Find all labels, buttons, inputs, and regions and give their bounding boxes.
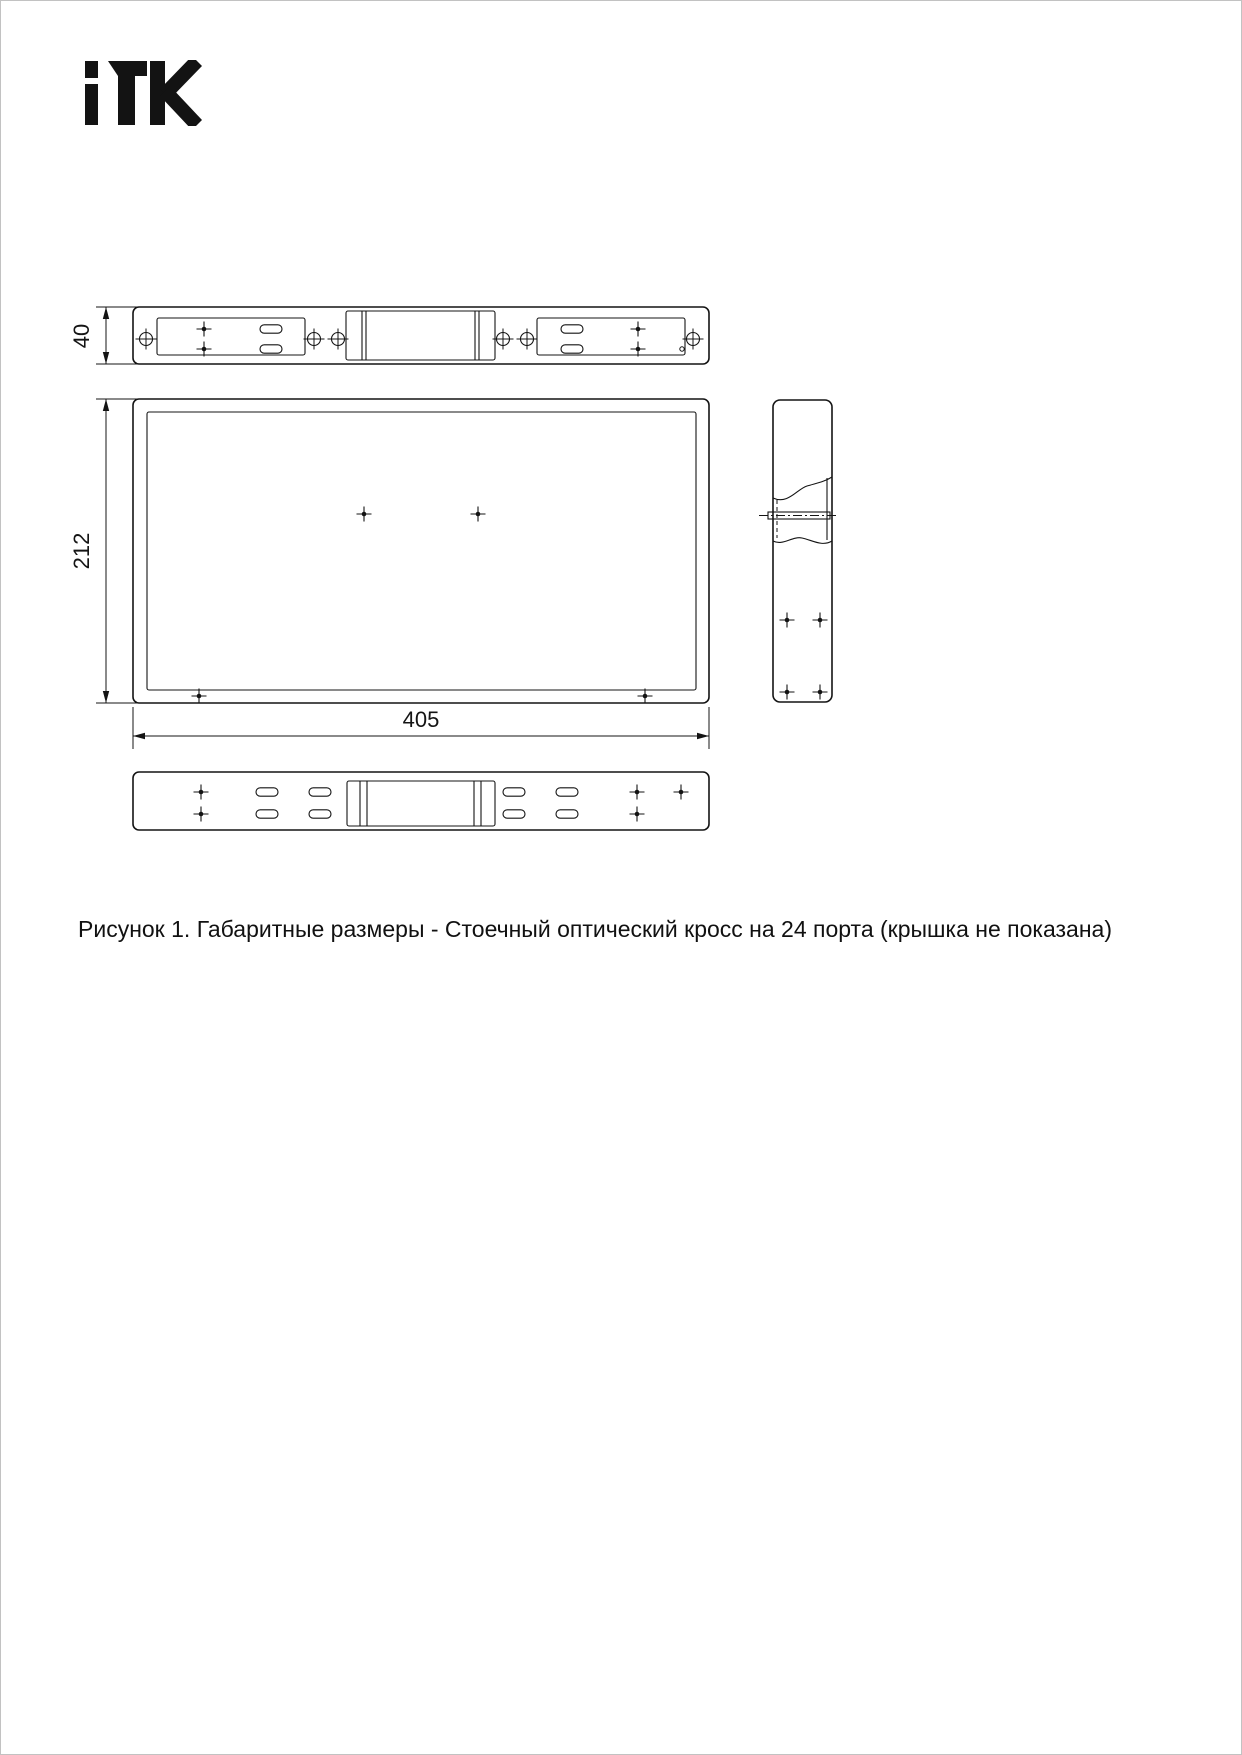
front-view-outline (133, 399, 709, 703)
slot-icon (260, 325, 282, 333)
front-view-inner-tray (147, 412, 696, 690)
center-mark-icon (631, 342, 646, 357)
screw-hole-icon (328, 329, 349, 350)
cable-entry-ribs (362, 311, 479, 360)
pilot-hole (680, 347, 684, 351)
dim-depth-40 (69, 307, 140, 364)
break-line-upper (773, 477, 832, 500)
slot-icon (561, 325, 583, 333)
screw-hole-icon (493, 329, 514, 350)
dim-width-405 (133, 707, 709, 749)
screw-hole-icon (683, 329, 704, 350)
center-mark-icon (197, 322, 212, 337)
adapter-plate-right (537, 318, 685, 355)
center-mark-icon (630, 807, 645, 822)
top-panel-view (133, 307, 709, 364)
side-view (759, 400, 839, 702)
front-view (133, 399, 709, 704)
cable-entry-block (347, 781, 495, 826)
dim-width-label: 405 (402, 707, 440, 732)
center-mark-icon (780, 613, 795, 628)
center-mark-icon (192, 689, 207, 704)
cable-entry-block (346, 311, 495, 360)
cable-entry-ribs (360, 781, 481, 826)
center-mark-icon (471, 507, 486, 522)
slot-icon (556, 810, 578, 818)
adapter-plate-left (157, 318, 305, 355)
slot-icon (561, 345, 583, 353)
center-mark-icon (194, 807, 209, 822)
center-mark-icon (194, 785, 209, 800)
slot-icon (260, 345, 282, 353)
center-mark-icon (630, 785, 645, 800)
screw-hole-icon (517, 329, 538, 350)
slot-icon (309, 788, 331, 796)
slot-icon (256, 788, 278, 796)
center-mark-icon (674, 785, 689, 800)
center-mark-icon (357, 507, 372, 522)
slot-icon (503, 788, 525, 796)
slot-icon (256, 810, 278, 818)
center-mark-icon (638, 689, 653, 704)
center-mark-icon (631, 322, 646, 337)
figure-caption: Рисунок 1. Габаритные размеры - Стоечный оптический кросс на 24 порта (крышка не показана) (78, 916, 1112, 942)
center-mark-icon (813, 613, 828, 628)
dim-depth-label: 40 (69, 323, 94, 349)
dim-height-212 (69, 399, 140, 703)
break-line-lower (773, 538, 832, 544)
screw-hole-icon (304, 329, 325, 350)
screw-hole-icon (136, 329, 157, 350)
bottom-panel-view (133, 772, 709, 830)
center-mark-icon (780, 685, 795, 700)
center-mark-icon (197, 342, 212, 357)
slot-icon (556, 788, 578, 796)
slot-icon (309, 810, 331, 818)
center-mark-icon (813, 685, 828, 700)
side-view-outline (773, 400, 832, 702)
slot-icon (503, 810, 525, 818)
dim-height-label: 212 (69, 532, 94, 570)
